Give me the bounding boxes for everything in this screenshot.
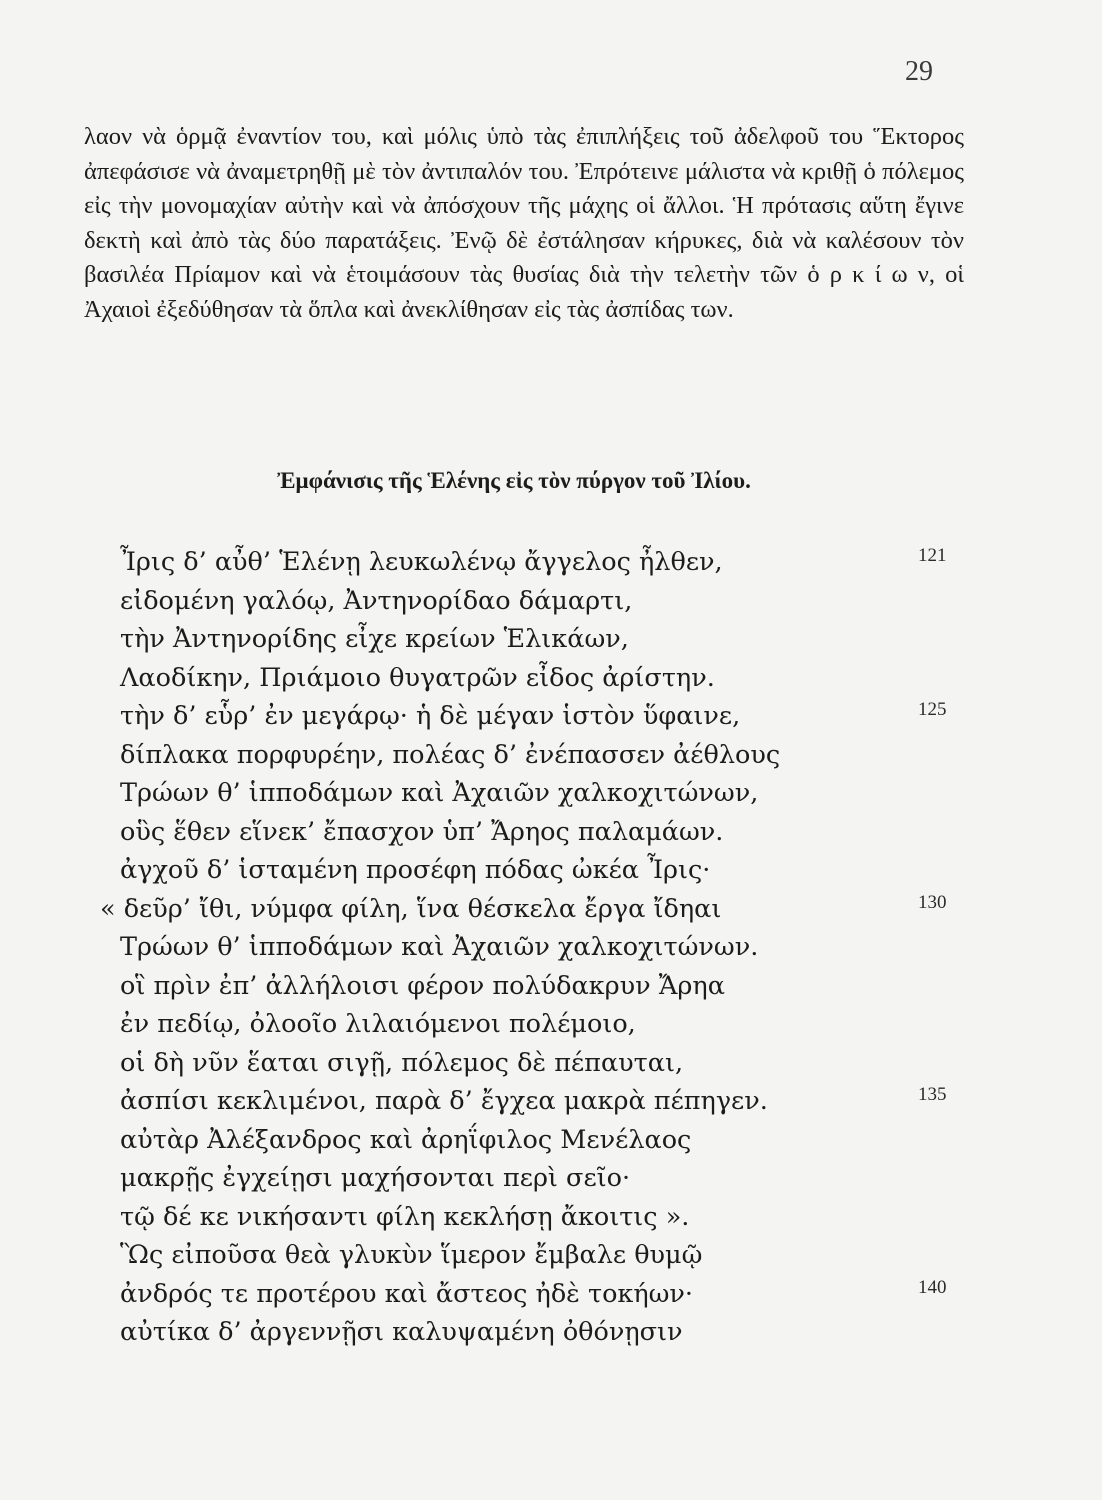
verse-text: ἐν πεδίῳ, ὀλοοῖο λιλαιόμενοι πολέμοιο, <box>120 1009 636 1039</box>
verse-text: αὐτίκα δ’ ἀργεννῇσι καλυψαμένη ὀθόνῃσιν <box>120 1317 683 1347</box>
prose-paragraph: λαον νὰ ὁρμᾷ ἐναντίον του, καὶ μόλις ὑπὸ τὰς ἐπιπλήξεις τοῦ ἀδελφοῦ του Ἕκτορος ἀπεφάσισε νὰ ἀναμετρηθῇ μὲ τὸν ἀντιπαλόν του. Ἐπρότεινε μάλιστα νὰ κριθῇ ὁ πόλεμος εἰς τὴν μονομαχίαν αὐτὴν καὶ νὰ ἀπόσχουν τῆς μάχης οἱ ἄλλοι. Ἡ πρότασις αὕτη ἔγινε δεκτὴ καὶ ἀπὸ τὰς δύο παρατάξεις. Ἐνῷ δὲ ἐστάλησαν κήρυκες, διὰ νὰ καλέσουν τὸν βασιλέα Πρίαμον καὶ νὰ ἑτοιμάσουν τὰς θυσίας διὰ τὴν τελετὴν τῶν ὁ ρ κ ί ω ν, οἱ Ἀχαιοὶ ἐξεδύθησαν τὰ ὅπλα καὶ ἀνεκλίθησαν εἰς τὰς ἀσπίδας των. <box>84 123 964 323</box>
verse-text: δίπλακα πορφυρέην, πολέας δ’ ἐνέπασσεν ἀέθλους <box>120 739 781 770</box>
line-number: 140 <box>918 1276 947 1298</box>
verse-text: ἀνδρός τε προτέρου καὶ ἄστεος ἠδὲ τοκήων· <box>120 1278 694 1309</box>
verse-line <box>100 851 980 890</box>
verse-text: εἰδομένη γαλόῳ, Ἀντηνορίδαο δάμαρτι, <box>120 585 633 616</box>
line-number: 135 <box>918 1084 947 1105</box>
prose-paragraph-container <box>84 120 964 327</box>
verse-line <box>100 736 980 775</box>
verse-text: Τρώων θ’ ἱπποδάμων καὶ Ἀχαιῶν χαλκοχιτώνων, <box>120 778 759 808</box>
verse-block <box>100 543 980 1352</box>
verse-line <box>100 928 980 967</box>
verse-text: οἱ δὴ νῦν ἕαται σιγῇ, πόλεμος δὲ πέπαυται, <box>120 1047 684 1078</box>
verse-line <box>100 890 980 929</box>
section-heading: Ἐμφάνισις τῆς Ἑλένης εἰς τὸν πύργον τοῦ Ἰλίου. <box>277 468 751 493</box>
line-number: 130 <box>918 891 947 913</box>
verse-line <box>100 1275 980 1314</box>
verse-line <box>100 543 980 582</box>
verse-line <box>100 697 980 736</box>
verse-line <box>100 1159 980 1198</box>
verse-text: αὐτὰρ Ἀλέξανδρος καὶ ἀρηΐφιλος Μενέλαος <box>120 1124 692 1155</box>
verse-line <box>100 582 980 621</box>
verse-line <box>100 774 980 813</box>
verse-text: ἀσπίσι κεκλιμένοι, παρὰ δ’ ἔγχεα μακρὰ πέπηγεν. <box>120 1086 768 1116</box>
verse-line <box>100 1236 980 1275</box>
verse-text: ἀγχοῦ δ’ ἱσταμένη προσέφη πόδας ὠκέα Ἶρις· <box>120 855 711 885</box>
verse-text: Ὣς εἰποῦσα θεὰ γλυκὺν ἵμερον ἔμβαλε θυμῷ <box>120 1240 703 1270</box>
page-number: 29 <box>905 56 933 87</box>
verse-line <box>100 620 980 659</box>
verse-text: οἳ πρὶν ἐπ’ ἀλλήλοισι φέρον πολύδακρυν Ἄρηα <box>120 970 725 1001</box>
verse-line <box>100 1313 980 1352</box>
verse-line <box>100 967 980 1006</box>
verse-text: τῷ δέ κε νικήσαντι φίλη κεκλήσῃ ἄκοιτις ». <box>120 1201 690 1232</box>
verse-text: μακρῇς ἐγχείῃσι μαχήσονται περὶ σεῖο· <box>120 1163 631 1193</box>
verse-line <box>100 1005 980 1044</box>
verse-line <box>100 659 980 698</box>
verse-line <box>100 1198 980 1237</box>
line-number: 121 <box>918 545 947 566</box>
line-number: 125 <box>918 699 947 720</box>
verse-line <box>100 813 980 852</box>
verse-text: Λαοδίκην, Πριάμοιο θυγατρῶν εἶδος ἀρίστην. <box>120 662 715 693</box>
verse-text: τὴν Ἀντηνορίδης εἶχε κρείων Ἑλικάων, <box>120 624 629 654</box>
verse-line <box>100 1082 980 1121</box>
verse-text: οὓς ἕθεν εἵνεκ’ ἔπασχον ὑπ’ Ἄρηος παλαμάων. <box>120 816 724 847</box>
verse-text: Τρώων θ’ ἱπποδάμων καὶ Ἀχαιῶν χαλκοχιτώνων. <box>120 932 759 962</box>
verse-line <box>100 1121 980 1160</box>
verse-text: Ἶρις δ’ αὖθ’ Ἑλένῃ λευκωλένῳ ἄγγελος ἦλθεν, <box>120 547 723 577</box>
verse-text: « δεῦρ’ ἴθι, νύμφα φίλη, ἵνα θέσκελα ἔργα ἴδηαι <box>100 893 722 924</box>
verse-line <box>100 1044 980 1083</box>
verse-text: τὴν δ’ εὗρ’ ἐν μεγάρῳ· ἡ δὲ μέγαν ἱστὸν ὕφαινε, <box>120 701 741 731</box>
